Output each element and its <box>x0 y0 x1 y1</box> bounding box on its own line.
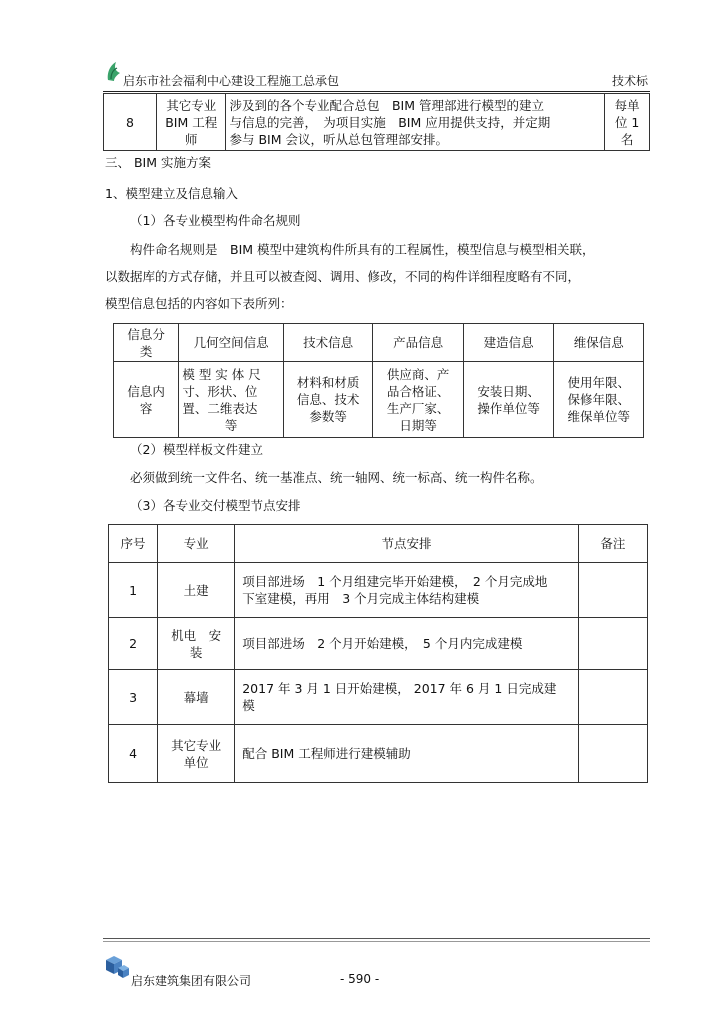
node-note <box>578 725 647 783</box>
table-row <box>109 670 648 725</box>
info-header-geometry: 几何空间信息 <box>179 324 284 362</box>
node-spec: 机电 安 装 <box>158 618 235 670</box>
node-header-spec: 专业 <box>158 525 235 563</box>
info-cell-product: 供应商、产 品合格证、 生产厂家、 日期等 <box>373 362 464 438</box>
node-no: 4 <box>109 725 158 783</box>
row-no: 8 <box>104 94 157 151</box>
info-header-technical: 技术信息 <box>283 324 373 362</box>
table-row <box>109 618 648 670</box>
node-note <box>578 563 647 618</box>
header-rule <box>103 91 650 92</box>
node-note <box>578 618 647 670</box>
node-header-no: 序号 <box>109 525 158 563</box>
node-no: 2 <box>109 618 158 670</box>
node-plan: 配合 BIM 工程师进行建模辅助 <box>235 725 579 783</box>
node-no: 3 <box>109 670 158 725</box>
info-cell-maintenance: 使用年限、 保修年限、 维保单位等 <box>554 362 644 438</box>
node-schedule-table <box>108 524 648 783</box>
node-spec: 其它专业 单位 <box>158 725 235 783</box>
info-header-product: 产品信息 <box>373 324 464 362</box>
node-plan: 项目部进场 2 个月开始建模， 5 个月内完成建模 <box>235 618 579 670</box>
item-heading-1: （1）各专业模型构件命名规则 <box>130 213 301 228</box>
table-row <box>109 563 648 618</box>
paragraph-line-3: 模型信息包括的内容如下表所列： <box>105 296 293 311</box>
info-header-construction: 建造信息 <box>463 324 554 362</box>
item-2-text: 必须做到统一文件名、统一基准点、统一轴网、统一标高、统一构件名称。 <box>130 470 543 485</box>
paragraph-line-2: 以数据库的方式存储，并且可以被查阅、调用、修改，不同的构件详细程度略有不同， <box>105 269 581 284</box>
info-cell-construction: 安装日期、 操作单位等 <box>463 362 554 438</box>
table-row <box>109 725 648 783</box>
node-header-plan: 节点安排 <box>235 525 579 563</box>
node-plan: 项目部进场 1 个月组建完毕开始建模， 2 个月完成地 下室建模，再用 3 个月完成主体结构建模 <box>235 563 579 618</box>
header-title: 启东市社会福利中心建设工程施工总承包 <box>123 74 340 88</box>
section-heading: 三、 BIM 实施方案 <box>105 155 211 170</box>
node-no: 1 <box>109 563 158 618</box>
model-info-table <box>113 323 644 438</box>
node-header-note: 备注 <box>578 525 647 563</box>
header-right-label: 技术标 <box>612 74 649 88</box>
footer-rule-thin <box>103 941 650 942</box>
item-heading-2: （2）模型样板文件建立 <box>130 442 263 457</box>
item-heading-3: （3）各专业交付模型节点安排 <box>130 498 301 513</box>
page-number: - 590 - <box>340 972 380 986</box>
subsection-heading: 1、模型建立及信息输入 <box>105 186 238 201</box>
node-spec: 土建 <box>158 563 235 618</box>
row-spec: 其它专业 BIM 工程 师 <box>156 94 226 151</box>
info-cell-geometry: 模 型 实 体 尺 寸、形状、位 置、二维表达 等 <box>179 362 284 438</box>
staff-table-continued <box>103 93 650 151</box>
paragraph-line-1: 构件命名规则是 BIM 模型中建筑构件所具有的工程属性，模型信息与模型相关联， <box>130 242 595 257</box>
footer-company: 启东建筑集团有限公司 <box>131 974 252 988</box>
info-row-label: 信息内 容 <box>114 362 179 438</box>
row-frequency: 每单 位 1 名 <box>605 94 650 151</box>
info-cell-technical: 材料和材质 信息、技术 参数等 <box>283 362 373 438</box>
info-header-maintenance: 维保信息 <box>554 324 644 362</box>
node-spec: 幕墙 <box>158 670 235 725</box>
footer-rule <box>103 938 650 939</box>
company-cube-logo-icon <box>102 954 130 980</box>
row-content: 涉及到的各个专业配合总包 BIM 管理部进行模型的建立 与信息的完善， 为项目实施 BIM 应用提供支持，并定期 参与 BIM 会议，听从总包管理部安排。 <box>226 94 605 151</box>
company-logo-icon <box>105 60 123 82</box>
node-plan: 2017 年 3 月 1 日开始建模， 2017 年 6 月 1 日完成建 模 <box>235 670 579 725</box>
info-header-category: 信息分 类 <box>114 324 179 362</box>
node-note <box>578 670 647 725</box>
